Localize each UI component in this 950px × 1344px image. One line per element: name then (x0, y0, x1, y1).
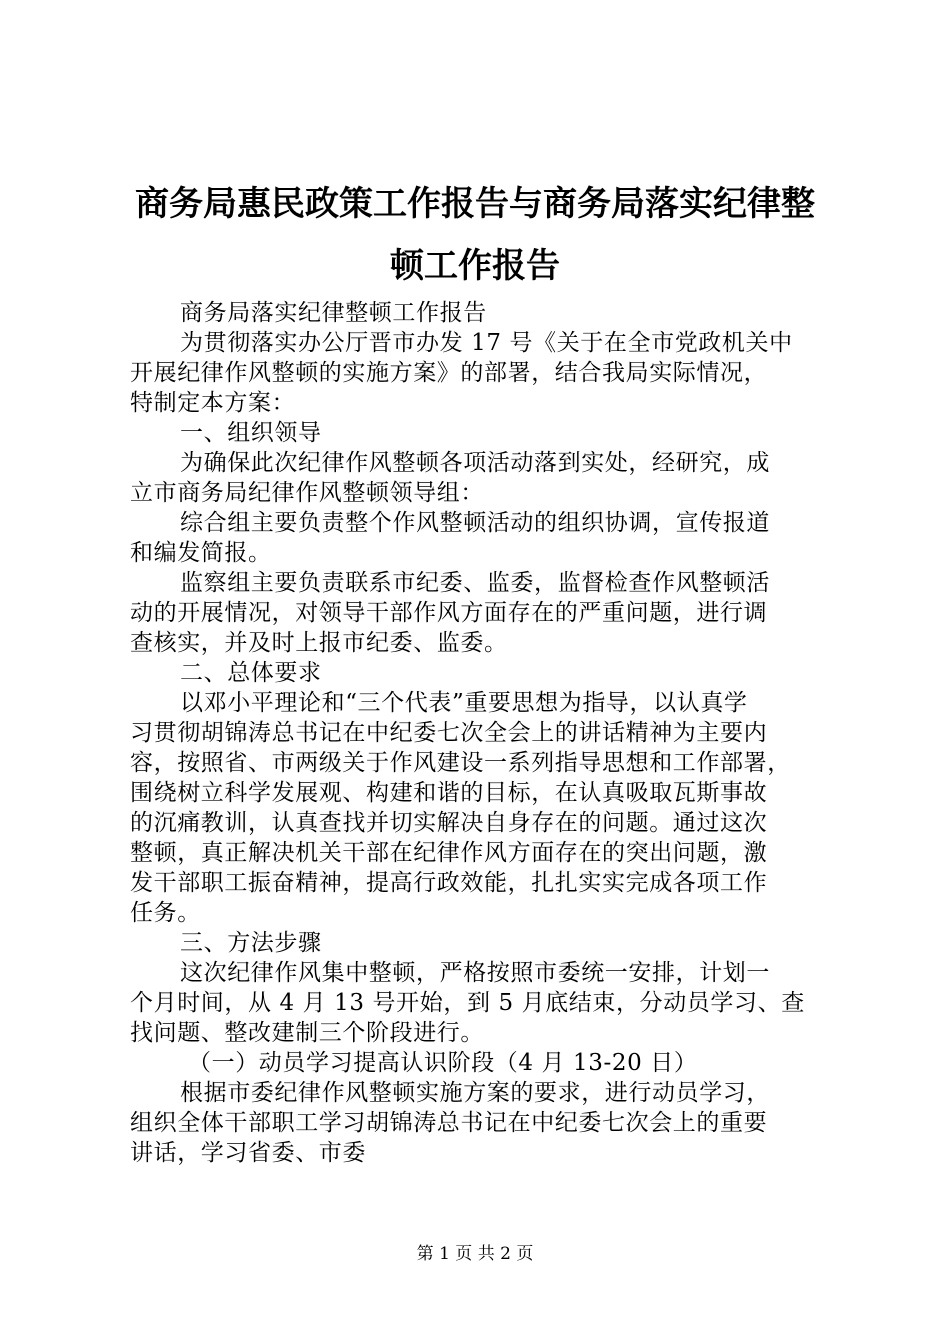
subsection-heading: （一）动员学习提高认识阶段（4 月 13-20 日） (188, 1050, 698, 1076)
paragraph-line: 动的开展情况，对领导干部作风方面存在的严重问题，进行调 (130, 600, 768, 626)
paragraph-line: 发干部职工振奋精神，提高行政效能，扎扎实实完成各项工作 (130, 870, 768, 896)
paragraph-line: 为贯彻落实办公厅晋市办发 17 号《关于在全市党政机关中 (180, 330, 793, 356)
paragraph-line: 的沉痛教训，认真查找并切实解决自身存在的问题。通过这次 (130, 810, 768, 836)
paragraph-line: 立市商务局纪律作风整顿领导组： (130, 480, 484, 506)
paragraph-line: 容，按照省、市两级关于作风建设一系列指导思想和工作部署， (130, 750, 791, 776)
paragraph-line: 为确保此次纪律作风整顿各项活动落到实处，经研究，成 (180, 450, 770, 476)
paragraph-line: 监察组主要负责联系市纪委、监委，监督检查作风整顿活 (180, 570, 770, 596)
paragraph-line: 查核实，并及时上报市纪委、监委。 (130, 630, 508, 656)
section-heading: 三、方法步骤 (180, 930, 322, 956)
paragraph-line: 找问题、整改建制三个阶段进行。 (130, 1020, 484, 1046)
paragraph-line: 组织全体干部职工学习胡锦涛总书记在中纪委七次会上的重要 (130, 1110, 768, 1136)
document-body (130, 298, 834, 1168)
document-title-line-1: 商务局惠民政策工作报告与商务局落实纪律整 (135, 184, 815, 224)
paragraph-line: 综合组主要负责整个作风整顿活动的组织协调，宣传报道 (180, 510, 770, 536)
paragraph-line: 整顿，真正解决机关干部在纪律作风方面存在的突出问题，激 (130, 840, 768, 866)
paragraph-line: 个月时间，从 4 月 13 号开始，到 5 月底结束，分动员学习、查 (130, 990, 805, 1016)
paragraph-line: 根据市委纪律作风整顿实施方案的要求，进行动员学习， (180, 1080, 770, 1106)
section-heading: 二、总体要求 (180, 660, 322, 686)
paragraph-line: 以邓小平理论和“三个代表”重要思想为指导，以认真学 (180, 690, 748, 716)
section-heading: 商务局落实纪律整顿工作报告 (180, 300, 487, 326)
paragraph-line: 这次纪律作风集中整顿，严格按照市委统一安排，计划一 (180, 960, 770, 986)
paragraph-line: 开展纪律作风整顿的实施方案》的部署，结合我局实际情况， (130, 360, 768, 386)
section-heading: 一、组织领导 (180, 420, 322, 446)
paragraph-line: 习贯彻胡锦涛总书记在中纪委七次全会上的讲话精神为主要内 (130, 720, 768, 746)
paragraph-line: 围绕树立科学发展观、构建和谐的目标，在认真吸取瓦斯事故 (130, 780, 768, 806)
paragraph-line: 任务。 (130, 900, 201, 926)
paragraph-line: 特制定本方案： (130, 390, 296, 416)
paragraph-line: 讲话，学习省委、市委 (130, 1140, 366, 1166)
page-number-footer: 第 1 页 共 2 页 (416, 1244, 534, 1264)
paragraph-line: 和编发简报。 (130, 540, 272, 566)
document-title-line-2: 顿工作报告 (390, 246, 560, 286)
